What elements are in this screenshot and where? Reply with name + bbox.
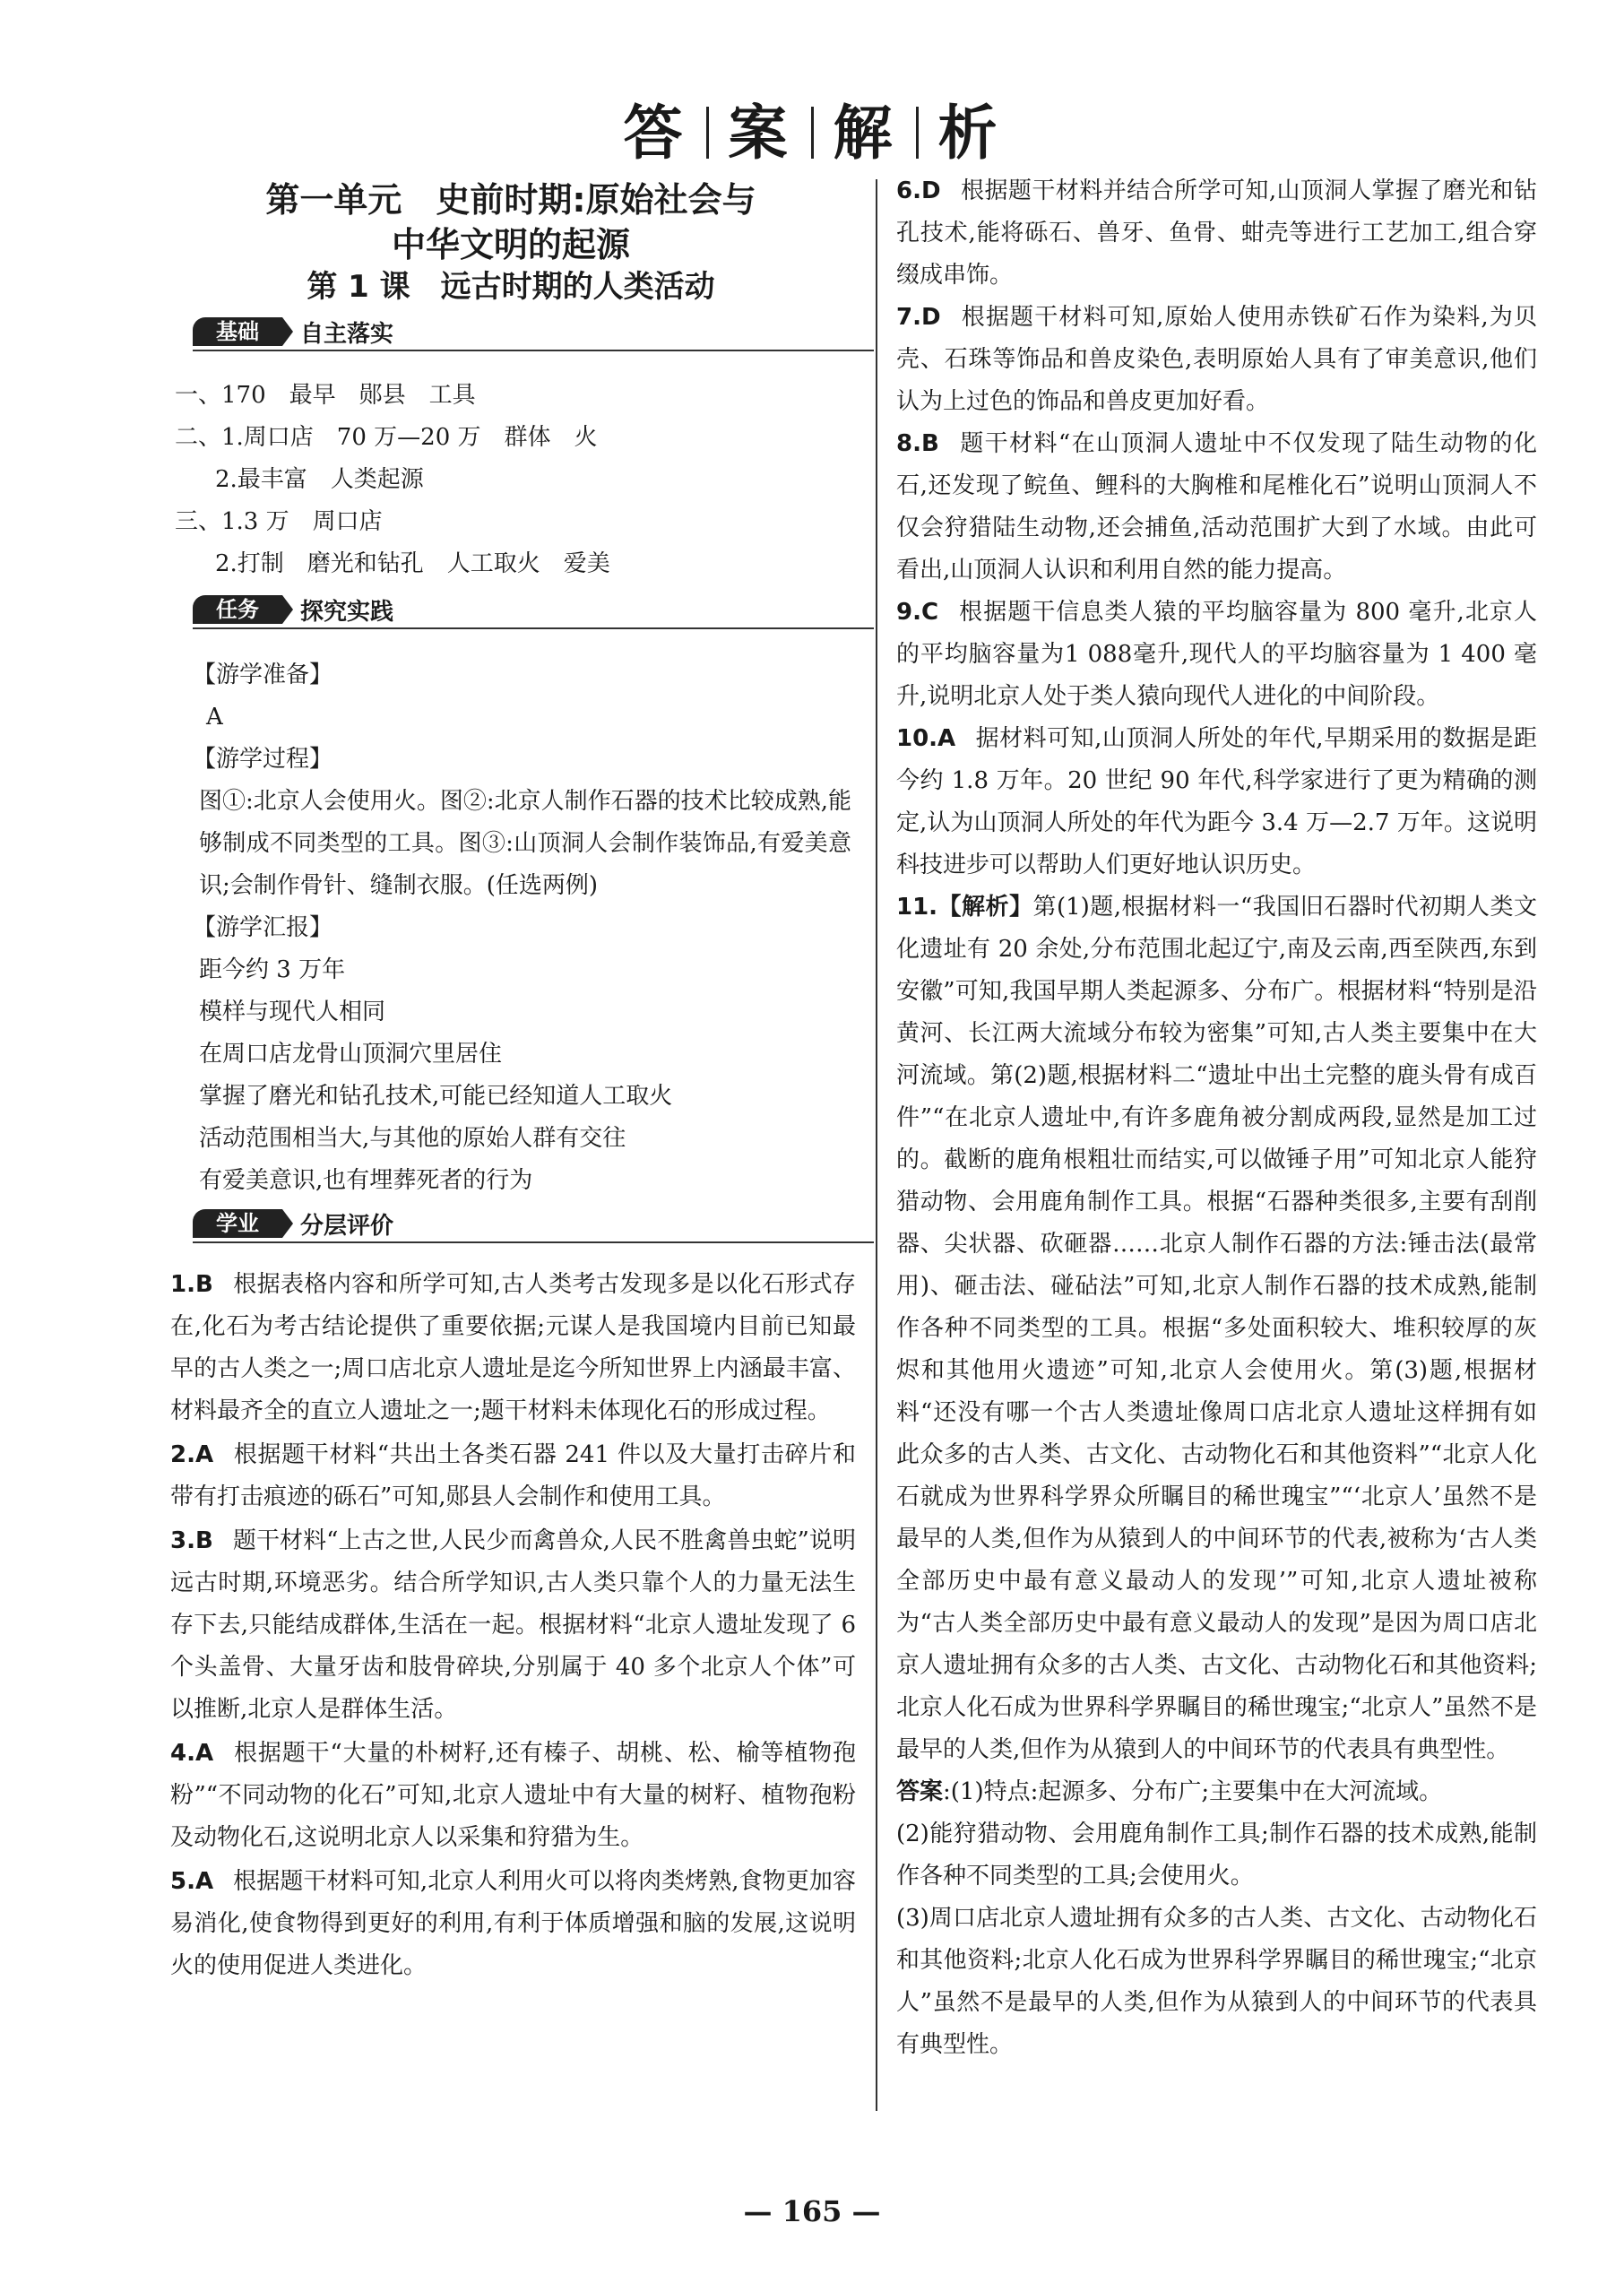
section-name: 自主落实	[300, 321, 394, 348]
answer-item: 9.C 根据题干信息类人猿的平均脑容量为 800 毫升,北京人的平均脑容量为1 088毫升,现代人的平均脑容量为 1 400 毫升,说明北京人处于类人猿向现代人进化的中间阶段。	[896, 599, 1537, 710]
answer-item: 1.B 根据表格内容和所学可知,古人类考古发现多是以化石形式存在,化石为考古结论提供了重要依据;元谋人是我国境内目前已知最早的古人类之一;周口店北京人遗址是迄今所知世界上内涵最丰富、材料最齐全的直立人遗址之一;题干材料未体现化石的形成过程。	[170, 1271, 856, 1424]
task-report-line: 在周口店龙骨山顶洞穴里居住	[199, 1041, 503, 1068]
left-answer-list	[170, 1264, 856, 1987]
unit-title-line1: 第一单元 史前时期:原始社会与	[265, 180, 756, 220]
answer-item: 8.B 题干材料“在山顶洞人遗址中不仅发现了陆生动物的化石,还发现了鲩鱼、鲤科的大胸椎和尾椎化石”说明山顶洞人不仅会狩猎陆生动物,还会捕鱼,活动范围扩大到了水域。由此可看出,山顶洞人认识和利用自然的能力提高。	[896, 430, 1537, 584]
answer-item: 7.D 根据题干材料可知,原始人使用赤铁矿石作为染料,为贝壳、石珠等饰品和兽皮染色,表明原始人具有了审美意识,他们认为上过色的饰品和兽皮更加好看。	[896, 304, 1537, 415]
task-process-text: 图①:北京人会使用火。图②:北京人制作石器的技术比较成熟,能够制成不同类型的工具。图③:山顶洞人会制作装饰品,有爱美意识;会制作骨针、缝制衣服。(任选两例)	[199, 788, 851, 899]
task-report-line: 距今约 3 万年	[199, 956, 346, 983]
basics-line: 2.打制 磨光和钻孔 人工取火 爱美	[215, 550, 610, 577]
unit-title-line2: 中华文明的起源	[391, 225, 630, 264]
section-tag: 任务	[193, 595, 282, 624]
task-report-line: 掌握了磨光和钻孔技术,可能已经知道人工取火	[199, 1083, 673, 1110]
task-report-line: 模样与现代人相同	[199, 999, 386, 1025]
answer-11-final: (3)周口店北京人遗址拥有众多的古人类、古文化、古动物化石和其他资料;北京人化石成为世界科学界瞩目的稀世瑰宝;“北京人”虽然不是最早的人类,但作为从猿到人的中间环节的代表具有典型性。	[896, 1905, 1537, 2058]
task-process-label: 【游学过程】	[193, 746, 333, 773]
basics-line: 三、1.3 万 周口店	[175, 508, 383, 535]
answer-item: 10.A 据材料可知,山顶洞人所处的年代,早期采用的数据是距今约 1.8 万年。20 世纪 90 年代,科学家进行了更为精确的测定,认为山顶洞人所处的年代为距今 3.4 万—2.7 万年。这说明科技进步可以帮助人们更好地认识历史。	[896, 725, 1537, 878]
task-prep-label: 【游学准备】	[193, 662, 333, 688]
basics-line: 2.最丰富 人类起源	[215, 466, 424, 493]
section-header-evaluation	[193, 1206, 874, 1245]
answer-item-11: 11.【解析】第(1)题,根据材料一“我国旧石器时代初期人类文化遗址有 20 余处,分布范围北起辽宁,南及云南,西至陕西,东到安徽”可知,我国早期人类起源多、分布广。根据材料“特别是沿黄河、长江两大流域分布较为密集”可知,古人类主要集中在大河流域。第(2)题,根据材料二“遗址中出土完整的鹿头骨有成百件”“在北京人遗址中,有许多鹿角被分割成两段,显然是加工过的。截断的鹿角根粗壮而结实,可以做锤子用”可知北京人能狩猎动物、会用鹿角制作工具。根据“石器种类很多,主要有刮削器、尖状器、砍砸器……北京人制作石器的方法:锤击法(最常用)、砸击法、碰砧法”可知,北京人制作石器的技术成熟,能制作各种不同类型的工具。根据“多处面积较大、堆积较厚的灰烬和其他用火遗迹”可知,北京人会使用火。第(3)题,根据材料“还没有哪一个古人类遗址像周口店北京人遗址这样拥有如此众多的古人类、古文化、古动物化石和其他资料”“北京人化石就成为世界科学界众所瞩目的稀世瑰宝”“‘北京人’虽然不是最早的人类,但作为从猿到人的中间环节的代表,被称为‘古人类全部历史中最有意义最动人的发现’”可知,北京人遗址被称为“古人类全部历史中最有意义最动人的发现”是因为周口店北京人遗址拥有众多的古人类、古文化、古动物化石和其他资料;北京人化石成为世界科学界瞩目的稀世瑰宝;“北京人”虽然不是最早的人类,但作为从猿到人的中间环节的代表具有典型性。	[896, 894, 1537, 1763]
lesson-title: 第 1 课 远古时期的人类活动	[307, 269, 715, 305]
answer-item: 2.A 根据题干材料“共出土各类石器 241 件以及大量打击碎片和带有打击痕迹的砾石”可知,郧县人会制作和使用工具。	[170, 1441, 856, 1510]
page-title: 答 案 解 析	[623, 99, 1001, 168]
section-tag: 学业	[193, 1209, 282, 1238]
answer-item: 4.A 根据题干“大量的朴树籽,还有榛子、胡桃、松、榆等植物孢粉”“不同动物的化石”可知,北京人遗址中有大量的树籽、植物孢粉及动物化石,这说明北京人以采集和狩猎为生。	[170, 1740, 856, 1851]
right-answer-list	[896, 170, 1537, 2066]
task-report-label: 【游学汇报】	[193, 914, 333, 941]
answer-11-final: 答案:(1)特点:起源多、分布广;主要集中在大河流域。	[896, 1778, 1443, 1805]
section-tag: 基础	[193, 317, 282, 346]
basics-line: 一、170 最早 郧县 工具	[175, 382, 476, 409]
section-header-basics	[193, 314, 874, 353]
task-prep-answer: A	[206, 704, 223, 731]
answer-item: 3.B 题干材料“上古之世,人民少而禽兽众,人民不胜禽兽虫蛇”说明远古时期,环境恶劣。结合所学知识,古人类只靠个人的力量无法生存下去,只能结成群体,生活在一起。根据材料“北京人遗址发现了 6 个头盖骨、大量牙齿和肢骨碎块,分别属于 40 多个北京人个体”可以推断,北京人是群体生活。	[170, 1527, 856, 1723]
answer-item: 6.D 根据题干材料并结合所学可知,山顶洞人掌握了磨光和钻孔技术,能将砾石、兽牙、鱼骨、蚶壳等进行工艺加工,组合穿缀成串饰。	[896, 177, 1537, 289]
answer-11-final: (2)能狩猎动物、会用鹿角制作工具;制作石器的技术成熟,能制作各种不同类型的工具;会使用火。	[896, 1821, 1537, 1890]
task-report-line: 活动范围相当大,与其他的原始人群有交往	[199, 1125, 626, 1152]
section-header-task	[193, 592, 874, 631]
answer-item: 5.A 根据题干材料可知,北京人利用火可以将肉类烤熟,食物更加容易消化,使食物得到更好的利用,有利于体质增强和脑的发展,这说明火的使用促进人类进化。	[170, 1868, 856, 1979]
basics-line: 二、1.周口店 70 万—20 万 群体 火	[175, 424, 598, 451]
section-name: 探究实践	[300, 599, 394, 626]
column-divider	[876, 179, 877, 2111]
task-report-line: 有爱美意识,也有埋葬死者的行为	[199, 1167, 533, 1194]
task-report-list	[199, 949, 672, 1202]
page-number: — 165 —	[743, 2194, 881, 2228]
section-name: 分层评价	[300, 1213, 394, 1240]
